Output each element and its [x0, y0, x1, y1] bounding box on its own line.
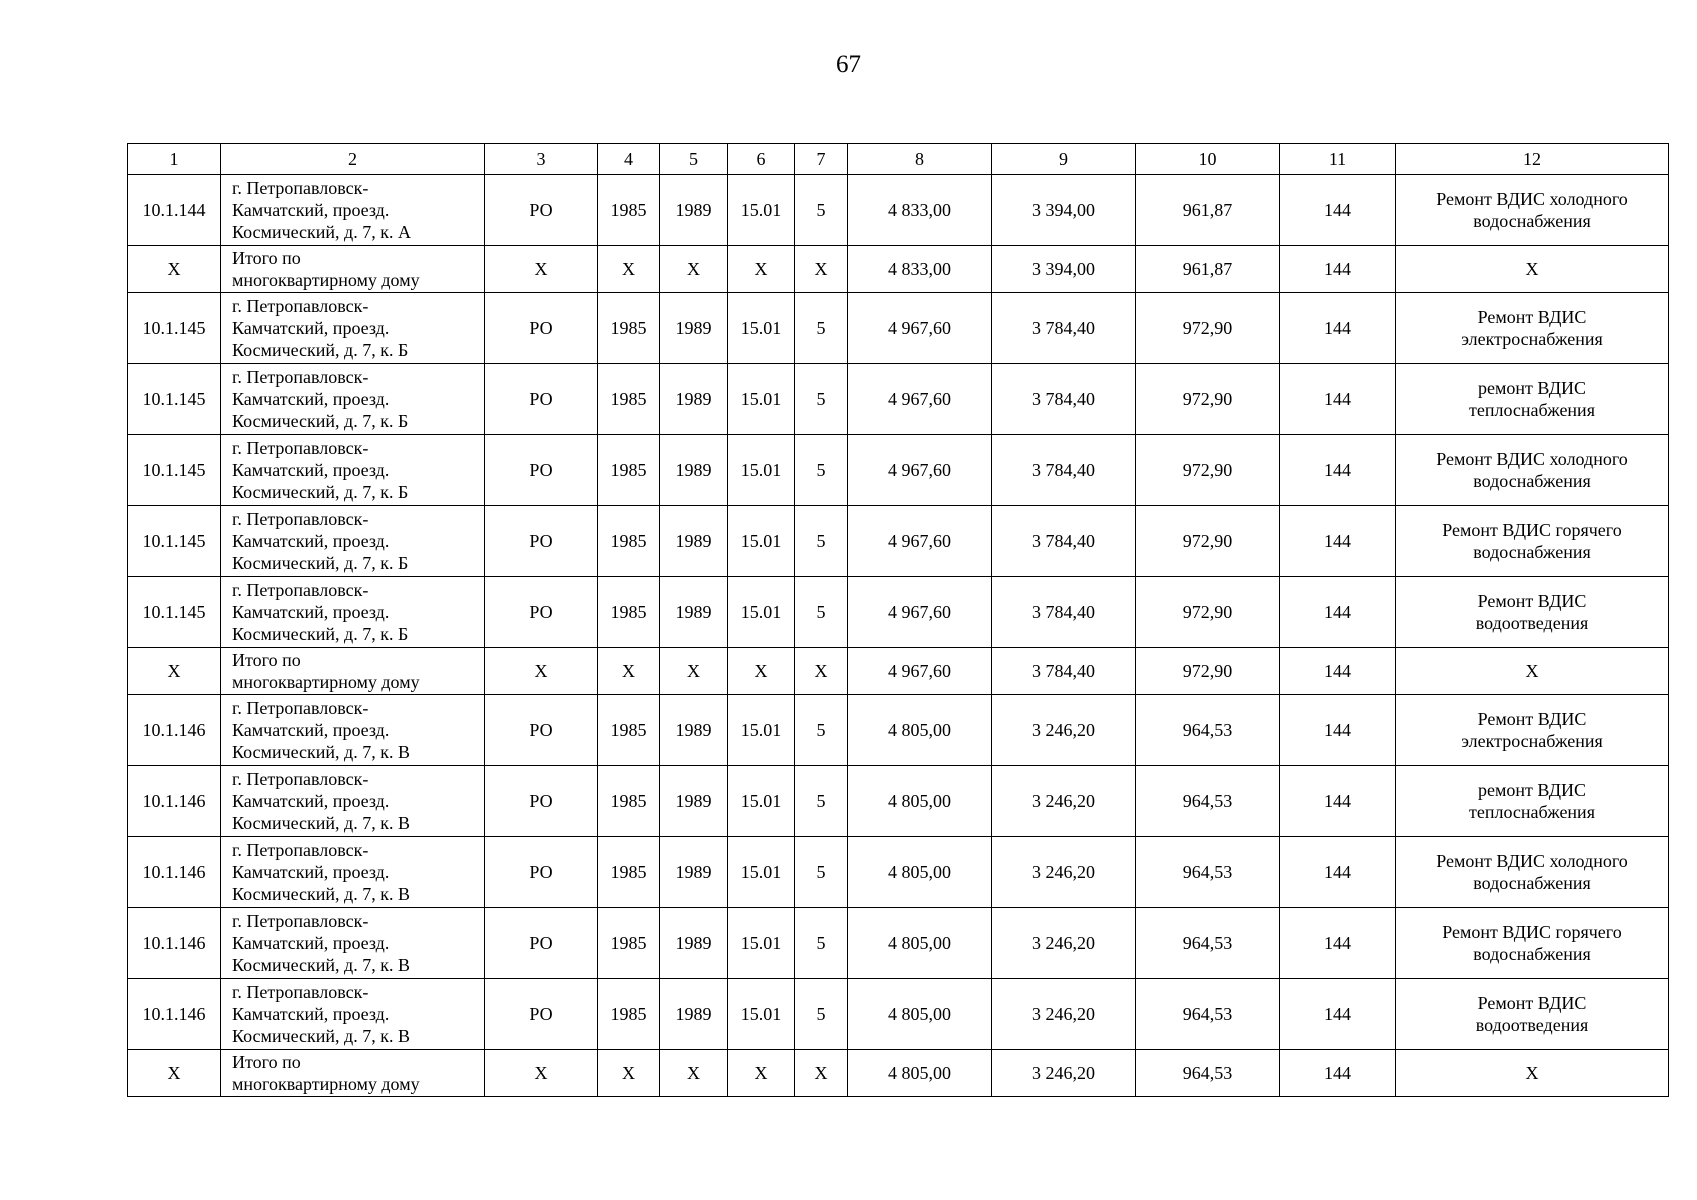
non-residential-area-cell: 964,53: [1136, 979, 1280, 1050]
table-row: [128, 435, 1669, 506]
floors-cell: 5: [795, 435, 848, 506]
row-number-cell: 10.1.145: [128, 506, 221, 577]
work-type-cell: Ремонт ВДИС водоотведения: [1396, 979, 1669, 1050]
residents-cell: 144: [1280, 908, 1396, 979]
residential-area-cell: 3 394,00: [992, 175, 1136, 246]
address-cell: г. Петропавловск- Камчатский, проезд. Космический, д. 7, к. В: [221, 908, 485, 979]
construction-year-cell: 1985: [598, 506, 660, 577]
residential-area-cell: 3 784,40: [992, 364, 1136, 435]
residents-cell: 144: [1280, 293, 1396, 364]
residents-cell: 144: [1280, 435, 1396, 506]
total-area-cell: 4 967,60: [848, 293, 992, 364]
commissioning-year-cell: 1989: [660, 175, 728, 246]
residents-cell: 144: [1280, 648, 1396, 695]
wall-material-cell: 15.01: [728, 908, 795, 979]
residential-area-cell: 3 784,40: [992, 435, 1136, 506]
row-number-cell: 10.1.145: [128, 293, 221, 364]
floors-cell: Х: [795, 1050, 848, 1097]
row-number-cell: Х: [128, 1050, 221, 1097]
address-cell: г. Петропавловск- Камчатский, проезд. Космический, д. 7, к. В: [221, 766, 485, 837]
residents-cell: 144: [1280, 246, 1396, 293]
row-number-cell: 10.1.146: [128, 695, 221, 766]
address-cell: Итого по многоквартирному дому: [221, 1050, 485, 1097]
construction-year-cell: Х: [598, 1050, 660, 1097]
column-header: 2: [221, 144, 485, 175]
table-row: [128, 293, 1669, 364]
floors-cell: 5: [795, 506, 848, 577]
residents-cell: 144: [1280, 979, 1396, 1050]
owner-method-cell: РО: [485, 293, 598, 364]
floors-cell: 5: [795, 837, 848, 908]
wall-material-cell: Х: [728, 648, 795, 695]
commissioning-year-cell: 1989: [660, 364, 728, 435]
registry-table: [127, 143, 1669, 1097]
commissioning-year-cell: 1989: [660, 979, 728, 1050]
row-number-cell: Х: [128, 246, 221, 293]
column-header: 5: [660, 144, 728, 175]
commissioning-year-cell: 1989: [660, 837, 728, 908]
non-residential-area-cell: 964,53: [1136, 766, 1280, 837]
column-header: 6: [728, 144, 795, 175]
wall-material-cell: 15.01: [728, 435, 795, 506]
owner-method-cell: РО: [485, 577, 598, 648]
non-residential-area-cell: 972,90: [1136, 506, 1280, 577]
column-header: 9: [992, 144, 1136, 175]
row-number-cell: 10.1.146: [128, 837, 221, 908]
construction-year-cell: 1985: [598, 175, 660, 246]
wall-material-cell: 15.01: [728, 577, 795, 648]
commissioning-year-cell: Х: [660, 1050, 728, 1097]
construction-year-cell: 1985: [598, 577, 660, 648]
table-body: [128, 144, 1669, 1097]
total-area-cell: 4 805,00: [848, 908, 992, 979]
column-header: 4: [598, 144, 660, 175]
total-area-cell: 4 967,60: [848, 577, 992, 648]
row-number-cell: 10.1.146: [128, 766, 221, 837]
non-residential-area-cell: 964,53: [1136, 837, 1280, 908]
residential-area-cell: 3 246,20: [992, 695, 1136, 766]
work-type-cell: Ремонт ВДИС электроснабжения: [1396, 695, 1669, 766]
floors-cell: 5: [795, 979, 848, 1050]
owner-method-cell: РО: [485, 364, 598, 435]
owner-method-cell: РО: [485, 979, 598, 1050]
work-type-cell: Ремонт ВДИС горячего водоснабжения: [1396, 908, 1669, 979]
column-header: 3: [485, 144, 598, 175]
total-area-cell: 4 967,60: [848, 364, 992, 435]
address-cell: г. Петропавловск- Камчатский, проезд. Космический, д. 7, к. В: [221, 837, 485, 908]
residential-area-cell: 3 784,40: [992, 577, 1136, 648]
work-type-cell: Ремонт ВДИС холодного водоснабжения: [1396, 435, 1669, 506]
floors-cell: Х: [795, 648, 848, 695]
non-residential-area-cell: 972,90: [1136, 364, 1280, 435]
wall-material-cell: 15.01: [728, 695, 795, 766]
residential-area-cell: 3 784,40: [992, 648, 1136, 695]
floors-cell: 5: [795, 908, 848, 979]
commissioning-year-cell: 1989: [660, 908, 728, 979]
address-cell: г. Петропавловск- Камчатский, проезд. Космический, д. 7, к. Б: [221, 506, 485, 577]
row-number-cell: 10.1.145: [128, 364, 221, 435]
wall-material-cell: Х: [728, 246, 795, 293]
construction-year-cell: 1985: [598, 979, 660, 1050]
floors-cell: Х: [795, 246, 848, 293]
total-area-cell: 4 833,00: [848, 175, 992, 246]
non-residential-area-cell: 964,53: [1136, 695, 1280, 766]
floors-cell: 5: [795, 175, 848, 246]
commissioning-year-cell: Х: [660, 648, 728, 695]
residential-area-cell: 3 246,20: [992, 1050, 1136, 1097]
residents-cell: 144: [1280, 766, 1396, 837]
owner-method-cell: РО: [485, 506, 598, 577]
total-area-cell: 4 967,60: [848, 435, 992, 506]
table-row: [128, 766, 1669, 837]
owner-method-cell: РО: [485, 175, 598, 246]
owner-method-cell: РО: [485, 908, 598, 979]
wall-material-cell: 15.01: [728, 293, 795, 364]
commissioning-year-cell: Х: [660, 246, 728, 293]
column-number-row: [128, 144, 1669, 175]
column-header: 12: [1396, 144, 1669, 175]
work-type-cell: Х: [1396, 648, 1669, 695]
residents-cell: 144: [1280, 837, 1396, 908]
wall-material-cell: 15.01: [728, 506, 795, 577]
total-row: [128, 1050, 1669, 1097]
construction-year-cell: 1985: [598, 908, 660, 979]
row-number-cell: 10.1.144: [128, 175, 221, 246]
table-row: [128, 979, 1669, 1050]
row-number-cell: 10.1.145: [128, 435, 221, 506]
owner-method-cell: РО: [485, 695, 598, 766]
owner-method-cell: Х: [485, 648, 598, 695]
total-row: [128, 648, 1669, 695]
page-number: 67: [836, 51, 861, 78]
construction-year-cell: 1985: [598, 293, 660, 364]
construction-year-cell: 1985: [598, 364, 660, 435]
residents-cell: 144: [1280, 1050, 1396, 1097]
residential-area-cell: 3 246,20: [992, 837, 1136, 908]
commissioning-year-cell: 1989: [660, 293, 728, 364]
table-row: [128, 577, 1669, 648]
residential-area-cell: 3 246,20: [992, 908, 1136, 979]
floors-cell: 5: [795, 695, 848, 766]
floors-cell: 5: [795, 577, 848, 648]
residential-area-cell: 3 394,00: [992, 246, 1136, 293]
total-row: [128, 246, 1669, 293]
work-type-cell: Х: [1396, 246, 1669, 293]
column-header: 11: [1280, 144, 1396, 175]
address-cell: г. Петропавловск- Камчатский, проезд. Космический, д. 7, к. А: [221, 175, 485, 246]
column-header: 7: [795, 144, 848, 175]
residential-area-cell: 3 246,20: [992, 766, 1136, 837]
table-row: [128, 175, 1669, 246]
work-type-cell: Ремонт ВДИС электроснабжения: [1396, 293, 1669, 364]
floors-cell: 5: [795, 364, 848, 435]
commissioning-year-cell: 1989: [660, 506, 728, 577]
residents-cell: 144: [1280, 577, 1396, 648]
address-cell: Итого по многоквартирному дому: [221, 648, 485, 695]
wall-material-cell: 15.01: [728, 837, 795, 908]
table-row: [128, 837, 1669, 908]
residential-area-cell: 3 784,40: [992, 506, 1136, 577]
address-cell: г. Петропавловск- Камчатский, проезд. Космический, д. 7, к. Б: [221, 364, 485, 435]
construction-year-cell: 1985: [598, 837, 660, 908]
table-row: [128, 695, 1669, 766]
construction-year-cell: 1985: [598, 435, 660, 506]
work-type-cell: ремонт ВДИС теплоснабжения: [1396, 766, 1669, 837]
residents-cell: 144: [1280, 506, 1396, 577]
column-header: 10: [1136, 144, 1280, 175]
owner-method-cell: Х: [485, 1050, 598, 1097]
table-row: [128, 908, 1669, 979]
total-area-cell: 4 967,60: [848, 648, 992, 695]
floors-cell: 5: [795, 293, 848, 364]
total-area-cell: 4 805,00: [848, 766, 992, 837]
row-number-cell: 10.1.146: [128, 908, 221, 979]
owner-method-cell: РО: [485, 837, 598, 908]
construction-year-cell: Х: [598, 246, 660, 293]
table-row: [128, 506, 1669, 577]
residents-cell: 144: [1280, 175, 1396, 246]
wall-material-cell: Х: [728, 1050, 795, 1097]
commissioning-year-cell: 1989: [660, 435, 728, 506]
column-header: 8: [848, 144, 992, 175]
non-residential-area-cell: 964,53: [1136, 1050, 1280, 1097]
commissioning-year-cell: 1989: [660, 695, 728, 766]
total-area-cell: 4 805,00: [848, 979, 992, 1050]
total-area-cell: 4 833,00: [848, 246, 992, 293]
construction-year-cell: Х: [598, 648, 660, 695]
non-residential-area-cell: 972,90: [1136, 435, 1280, 506]
work-type-cell: Ремонт ВДИС водоотведения: [1396, 577, 1669, 648]
address-cell: г. Петропавловск- Камчатский, проезд. Космический, д. 7, к. Б: [221, 577, 485, 648]
commissioning-year-cell: 1989: [660, 766, 728, 837]
row-number-cell: Х: [128, 648, 221, 695]
total-area-cell: 4 805,00: [848, 1050, 992, 1097]
construction-year-cell: 1985: [598, 766, 660, 837]
row-number-cell: 10.1.146: [128, 979, 221, 1050]
commissioning-year-cell: 1989: [660, 577, 728, 648]
column-header: 1: [128, 144, 221, 175]
residential-area-cell: 3 246,20: [992, 979, 1136, 1050]
total-area-cell: 4 805,00: [848, 695, 992, 766]
non-residential-area-cell: 964,53: [1136, 908, 1280, 979]
work-type-cell: ремонт ВДИС теплоснабжения: [1396, 364, 1669, 435]
non-residential-area-cell: 972,90: [1136, 577, 1280, 648]
total-area-cell: 4 967,60: [848, 506, 992, 577]
address-cell: г. Петропавловск- Камчатский, проезд. Космический, д. 7, к. Б: [221, 435, 485, 506]
work-type-cell: Ремонт ВДИС горячего водоснабжения: [1396, 506, 1669, 577]
owner-method-cell: РО: [485, 435, 598, 506]
address-cell: г. Петропавловск- Камчатский, проезд. Космический, д. 7, к. В: [221, 695, 485, 766]
residents-cell: 144: [1280, 364, 1396, 435]
wall-material-cell: 15.01: [728, 766, 795, 837]
owner-method-cell: РО: [485, 766, 598, 837]
residents-cell: 144: [1280, 695, 1396, 766]
non-residential-area-cell: 972,90: [1136, 293, 1280, 364]
total-area-cell: 4 805,00: [848, 837, 992, 908]
non-residential-area-cell: 961,87: [1136, 175, 1280, 246]
address-cell: г. Петропавловск- Камчатский, проезд. Космический, д. 7, к. Б: [221, 293, 485, 364]
floors-cell: 5: [795, 766, 848, 837]
wall-material-cell: 15.01: [728, 979, 795, 1050]
address-cell: Итого по многоквартирному дому: [221, 246, 485, 293]
address-cell: г. Петропавловск- Камчатский, проезд. Космический, д. 7, к. В: [221, 979, 485, 1050]
work-type-cell: Х: [1396, 1050, 1669, 1097]
wall-material-cell: 15.01: [728, 364, 795, 435]
wall-material-cell: 15.01: [728, 175, 795, 246]
non-residential-area-cell: 961,87: [1136, 246, 1280, 293]
work-type-cell: Ремонт ВДИС холодного водоснабжения: [1396, 837, 1669, 908]
row-number-cell: 10.1.145: [128, 577, 221, 648]
owner-method-cell: Х: [485, 246, 598, 293]
residential-area-cell: 3 784,40: [992, 293, 1136, 364]
work-type-cell: Ремонт ВДИС холодного водоснабжения: [1396, 175, 1669, 246]
construction-year-cell: 1985: [598, 695, 660, 766]
table-row: [128, 364, 1669, 435]
non-residential-area-cell: 972,90: [1136, 648, 1280, 695]
